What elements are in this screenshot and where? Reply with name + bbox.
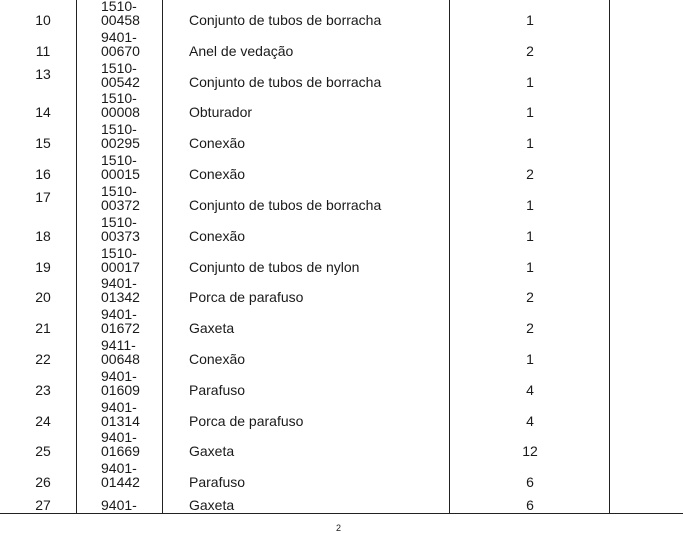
part-description: Gaxeta — [189, 497, 235, 513]
column-divider — [609, 0, 610, 514]
item-number: 20 — [35, 289, 51, 305]
part-code-suffix: 01609 — [101, 382, 140, 398]
part-code-suffix: 00542 — [101, 74, 140, 90]
part-description: Conjunto de tubos de borracha — [189, 12, 382, 28]
part-code-prefix: 9401- — [101, 306, 137, 322]
part-code-prefix: 1510- — [101, 152, 137, 168]
part-code-suffix: 01314 — [101, 413, 140, 429]
part-description: Obturador — [189, 104, 253, 120]
part-code-suffix: 00372 — [101, 197, 140, 213]
part-code-prefix: 1510- — [101, 90, 137, 106]
table-bottom-border — [0, 513, 683, 514]
part-code-prefix: 1510- — [101, 0, 137, 14]
part-code-suffix: 01669 — [101, 443, 140, 459]
quantity: 1 — [526, 104, 534, 120]
item-number: 16 — [35, 166, 51, 182]
quantity: 1 — [526, 228, 534, 244]
part-code-prefix: 1510- — [101, 121, 137, 137]
part-code-suffix: 01672 — [101, 320, 140, 336]
part-code-suffix: 00373 — [101, 228, 140, 244]
item-number: 13 — [35, 66, 51, 82]
item-number: 21 — [35, 320, 51, 336]
part-code-suffix: 00008 — [101, 104, 140, 120]
column-divider — [449, 0, 450, 514]
part-code-prefix: 9401- — [101, 460, 137, 476]
part-code-suffix: 01442 — [101, 474, 140, 490]
quantity: 2 — [526, 43, 534, 59]
quantity: 2 — [526, 166, 534, 182]
part-description: Porca de parafuso — [189, 289, 304, 305]
part-description: Conexão — [189, 351, 246, 367]
quantity: 1 — [526, 135, 534, 151]
quantity: 4 — [526, 413, 534, 429]
part-description: Anel de vedação — [189, 43, 294, 59]
part-description: Conexão — [189, 166, 246, 182]
part-description: Porca de parafuso — [189, 413, 304, 429]
part-code-prefix: 9401- — [101, 275, 137, 291]
item-number: 23 — [35, 382, 51, 398]
item-number: 22 — [35, 351, 51, 367]
part-code-prefix: 9401- — [101, 429, 137, 445]
quantity: 1 — [526, 12, 534, 28]
item-number: 24 — [35, 413, 51, 429]
column-divider — [162, 0, 163, 514]
part-code-suffix: 00015 — [101, 166, 140, 182]
part-code-prefix: 9411- — [101, 337, 136, 353]
part-code-suffix: 00648 — [101, 351, 140, 367]
quantity: 1 — [526, 351, 534, 367]
quantity: 6 — [526, 497, 534, 513]
part-code-prefix: 9401- — [101, 399, 137, 415]
item-number: 25 — [35, 443, 51, 459]
part-description: Parafuso — [189, 382, 246, 398]
part-description: Conjunto de tubos de borracha — [189, 197, 382, 213]
item-number: 14 — [35, 104, 51, 120]
part-description: Parafuso — [189, 474, 246, 490]
part-description: Conexão — [189, 228, 246, 244]
item-number: 10 — [35, 12, 51, 28]
part-code-prefix: 9401- — [101, 497, 137, 513]
part-description: Gaxeta — [189, 443, 235, 459]
part-code-suffix: 00295 — [101, 135, 140, 151]
item-number: 15 — [35, 135, 51, 151]
part-description: Conjunto de tubos de borracha — [189, 74, 382, 90]
item-number: 26 — [35, 474, 51, 490]
quantity: 2 — [526, 289, 534, 305]
part-code-suffix: 00458 — [101, 12, 140, 28]
part-code-suffix: 00670 — [101, 43, 140, 59]
item-number: 17 — [35, 189, 51, 205]
quantity: 1 — [526, 259, 534, 275]
part-code-prefix: 1510- — [101, 214, 137, 230]
part-code-suffix: 01342 — [101, 289, 140, 305]
part-description: Conjunto de tubos de nylon — [189, 259, 360, 275]
part-code-suffix: 00017 — [101, 259, 140, 275]
part-description: Gaxeta — [189, 320, 235, 336]
item-number: 19 — [35, 259, 51, 275]
quantity: 6 — [526, 474, 534, 490]
page-number: 2 — [336, 523, 342, 533]
part-code-prefix: 9401- — [101, 368, 137, 384]
quantity: 1 — [526, 74, 534, 90]
quantity: 4 — [526, 382, 534, 398]
item-number: 27 — [35, 497, 51, 513]
item-number: 18 — [35, 228, 51, 244]
part-code-prefix: 9401- — [101, 29, 137, 45]
quantity: 12 — [522, 443, 538, 459]
part-code-prefix: 1510- — [101, 183, 137, 199]
item-number: 11 — [35, 43, 51, 59]
part-code-prefix: 1510- — [101, 245, 137, 261]
quantity: 1 — [526, 197, 534, 213]
part-code-prefix: 1510- — [101, 60, 137, 76]
part-description: Conexão — [189, 135, 246, 151]
quantity: 2 — [526, 320, 534, 336]
column-divider — [76, 0, 77, 514]
